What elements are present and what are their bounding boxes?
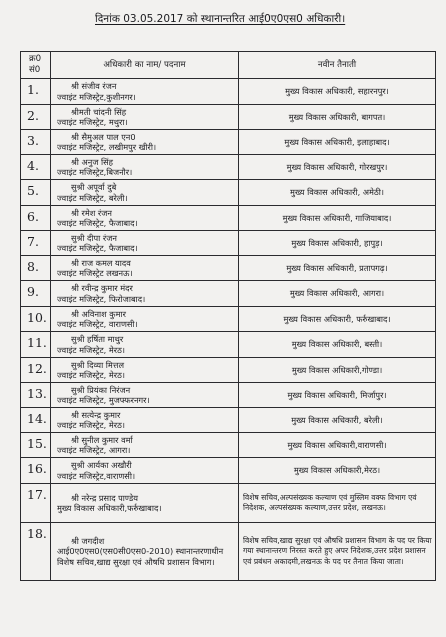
table-row xyxy=(21,79,436,105)
officer-name: सुश्री हर्षिता माथुर xyxy=(71,334,124,344)
table-body xyxy=(21,79,436,581)
serial-number: 4. xyxy=(21,155,51,180)
officer-designation: ज्वाइंट मजिस्ट्रेट, आगरा। xyxy=(57,445,131,455)
officer-cell xyxy=(51,358,239,383)
table-header-row xyxy=(21,52,436,79)
officer-designation: ज्वाइंट मजिस्ट्रेट, फैजाबाद। xyxy=(57,243,138,253)
officer-name: श्री अनुज सिंह xyxy=(71,156,113,167)
header-name: अधिकारी का नाम/ पदनाम xyxy=(51,52,239,79)
officer-cell xyxy=(51,281,239,307)
new-posting: मुख्य विकास अधिकारी,वाराणसी। xyxy=(239,433,436,458)
officer-cell xyxy=(51,231,239,256)
new-posting: मुख्य विकास अधिकारी, सहारनपुर। xyxy=(239,79,436,105)
officer-cell xyxy=(51,180,239,206)
serial-number: 16. xyxy=(21,458,51,484)
officer-name: श्री सैमुअल पाल एन0 xyxy=(71,131,136,142)
new-posting: मुख्य विकास अधिकारी, इलाहाबाद। xyxy=(239,130,436,155)
officer-name: श्री नरेन्द्र प्रसाद पाण्डेय xyxy=(71,492,138,503)
officer-name: श्री राज कमल यादव xyxy=(71,257,131,268)
new-posting: मुख्य विकास अधिकारी,गोण्डा। xyxy=(239,358,436,383)
new-posting: मुख्य विकास अधिकारी, हापुड़। xyxy=(239,231,436,256)
officer-designation: आई0ए0एस0(एस0सी0एस0-2010) स्थानान्तरणाधीन विशेष सचिव,खाद्य सुरक्षा एवं औषधि प्रशासन विभाग। xyxy=(57,546,224,567)
officer-cell xyxy=(51,484,239,523)
serial-number: 1. xyxy=(21,79,51,105)
officer-cell xyxy=(51,155,239,180)
table-row xyxy=(21,383,436,408)
officer-designation: ज्वाइंट मजिस्ट्रेट, मेरठ। xyxy=(57,344,125,355)
serial-number: 18. xyxy=(21,523,51,581)
officer-designation: ज्वाइंट मजिस्ट्रेट लखनऊ। xyxy=(57,268,133,278)
officer-designation: ज्वाइंट मजिस्ट्रेट, मेरठ। xyxy=(57,370,125,380)
new-posting: मुख्य विकास अधिकारी, अमेठी। xyxy=(239,180,436,206)
officer-designation: ज्वाइंट मजिस्ट्रेट, फिरोजाबाद। xyxy=(57,293,146,304)
officer-name: श्री अविनाश कुमार xyxy=(71,308,126,319)
officer-designation: ज्वाइंट मजिस्ट्रेट,वाराणसी। xyxy=(57,470,136,481)
officer-designation: ज्वाइंट मजिस्ट्रेट, मेरठ। xyxy=(57,420,125,430)
officer-designation: ज्वाइंट मजिस्ट्रेट, मथुरा। xyxy=(57,117,128,127)
table-row xyxy=(21,130,436,155)
table-row xyxy=(21,281,436,307)
officer-cell xyxy=(51,383,239,408)
serial-number: 14. xyxy=(21,408,51,433)
officer-designation: ज्वाइंट मजिस्ट्रेट, वाराणसी। xyxy=(57,319,138,329)
header-posting: नवीन तैनाती xyxy=(239,52,436,79)
officer-cell xyxy=(51,458,239,484)
officer-cell xyxy=(51,79,239,105)
serial-number: 6. xyxy=(21,206,51,231)
table-row xyxy=(21,155,436,180)
officer-cell xyxy=(51,307,239,332)
new-posting: मुख्य विकास अधिकारी, गाजियाबाद। xyxy=(239,206,436,231)
officer-name: श्री रवीन्द्र कुमार मंदर xyxy=(71,283,133,293)
officer-cell xyxy=(51,105,239,130)
officer-name: श्री सत्येन्द्र कुमार xyxy=(71,409,121,420)
document-title: दिनांक 03.05.2017 को स्थानान्तरित आई0ए0एस0 अधिकारी। xyxy=(95,13,346,25)
new-posting: मुख्य विकास अधिकारी, फर्रुखाबाद। xyxy=(239,307,436,332)
officer-name: सुश्री आर्यका अखौरी xyxy=(71,460,132,470)
table-row xyxy=(21,484,436,523)
officer-name: सुश्री अपूर्वा दुबे xyxy=(71,182,117,192)
table-row xyxy=(21,105,436,130)
serial-number: 3. xyxy=(21,130,51,155)
officer-designation: ज्वाइंट मजिस्ट्रेट,बिजनौर। xyxy=(57,167,133,177)
officer-cell xyxy=(51,523,239,581)
officer-name: सुश्री प्रियंका निरंजन xyxy=(71,384,131,395)
table-row xyxy=(21,307,436,332)
officer-cell xyxy=(51,130,239,155)
serial-number: 7. xyxy=(21,231,51,256)
officer-name: श्री रमेश रंजन xyxy=(71,207,112,218)
serial-number: 11. xyxy=(21,332,51,358)
officer-designation: ज्वाइंट मजिस्ट्रेट, फैजाबाद। xyxy=(57,218,138,228)
new-posting: मुख्य विकास अधिकारी, बरेली। xyxy=(239,408,436,433)
officer-cell xyxy=(51,408,239,433)
officer-name: श्री संजीव रंजन xyxy=(71,81,117,91)
table-row xyxy=(21,332,436,358)
transfer-table xyxy=(20,51,436,581)
officer-designation: ज्वाइंट मजिस्ट्रेट, लखीमपुर खीरी। xyxy=(57,142,157,152)
serial-number: 5. xyxy=(21,180,51,206)
new-posting: मुख्य विकास अधिकारी, बागपत। xyxy=(239,105,436,130)
table-row xyxy=(21,231,436,256)
officer-designation: ज्वाइंट मजिस्ट्रेट, बरेली। xyxy=(57,192,128,203)
new-posting: मुख्य विकास अधिकारी, प्रतापगढ़। xyxy=(239,256,436,281)
officer-name: श्रीमती चांदनी सिंह xyxy=(71,106,127,117)
table-row xyxy=(21,458,436,484)
officer-designation: मुख्य विकास अधिकारी,फर्रुखाबाद। xyxy=(57,503,162,513)
new-posting: विशेष सचिव,खाद्य सुरक्षा एवं औषधि प्रशासन विभाग के पद पर किया गया स्थानान्तरण निरस्त करते हुए अपर निदेशक,उत्तर प्रदेश प्रशासन एवं प्रबंधन अकादमी,लखनऊ के पद पर तैनात किया जाता। xyxy=(239,523,436,581)
serial-number: 8. xyxy=(21,256,51,281)
table-row xyxy=(21,256,436,281)
officer-name: सुश्री दिव्या मित्तल xyxy=(71,359,125,370)
new-posting: मुख्य विकास अधिकारी, मिर्जापुर। xyxy=(239,383,436,408)
officer-designation: ज्वाइंट मजिस्ट्रेट,कुशीनगर। xyxy=(57,91,136,102)
new-posting: मुख्य विकास अधिकारी, आगरा। xyxy=(239,281,436,307)
new-posting: मुख्य विकास अधिकारी, गोरखपुर। xyxy=(239,155,436,180)
officer-cell xyxy=(51,206,239,231)
officer-cell xyxy=(51,256,239,281)
officer-designation: ज्वाइंट मजिस्ट्रेट, मुजफ्फरनगर। xyxy=(57,395,150,405)
serial-number: 15. xyxy=(21,433,51,458)
officer-name: श्री जगदीश xyxy=(71,535,105,546)
header-serial: क्र0 सं0 xyxy=(21,52,51,79)
serial-number: 12. xyxy=(21,358,51,383)
serial-number: 13. xyxy=(21,383,51,408)
table-row xyxy=(21,433,436,458)
officer-cell xyxy=(51,332,239,358)
table-row xyxy=(21,180,436,206)
new-posting: मुख्य विकास अधिकारी, बस्ती। xyxy=(239,332,436,358)
new-posting: विशेष सचिव,अल्पसंख्यक कल्याण एवं मुस्लिम वक्फ विभाग एवं निदेशक, अल्पसंख्यक कल्याण,उत्तर प्रदेश, लखनऊ। xyxy=(239,484,436,523)
table-row xyxy=(21,523,436,581)
officer-name: सुश्री दीपा रंजन xyxy=(71,232,117,243)
serial-number: 17. xyxy=(21,484,51,523)
serial-number: 2. xyxy=(21,105,51,130)
officer-name: श्री सुनील कुमार वर्मा xyxy=(71,434,133,445)
new-posting: मुख्य विकास अधिकारी,मेरठ। xyxy=(239,458,436,484)
table-row xyxy=(21,358,436,383)
table-row xyxy=(21,408,436,433)
table-row xyxy=(21,206,436,231)
officer-cell xyxy=(51,433,239,458)
serial-number: 10. xyxy=(21,307,51,332)
serial-number: 9. xyxy=(21,281,51,307)
